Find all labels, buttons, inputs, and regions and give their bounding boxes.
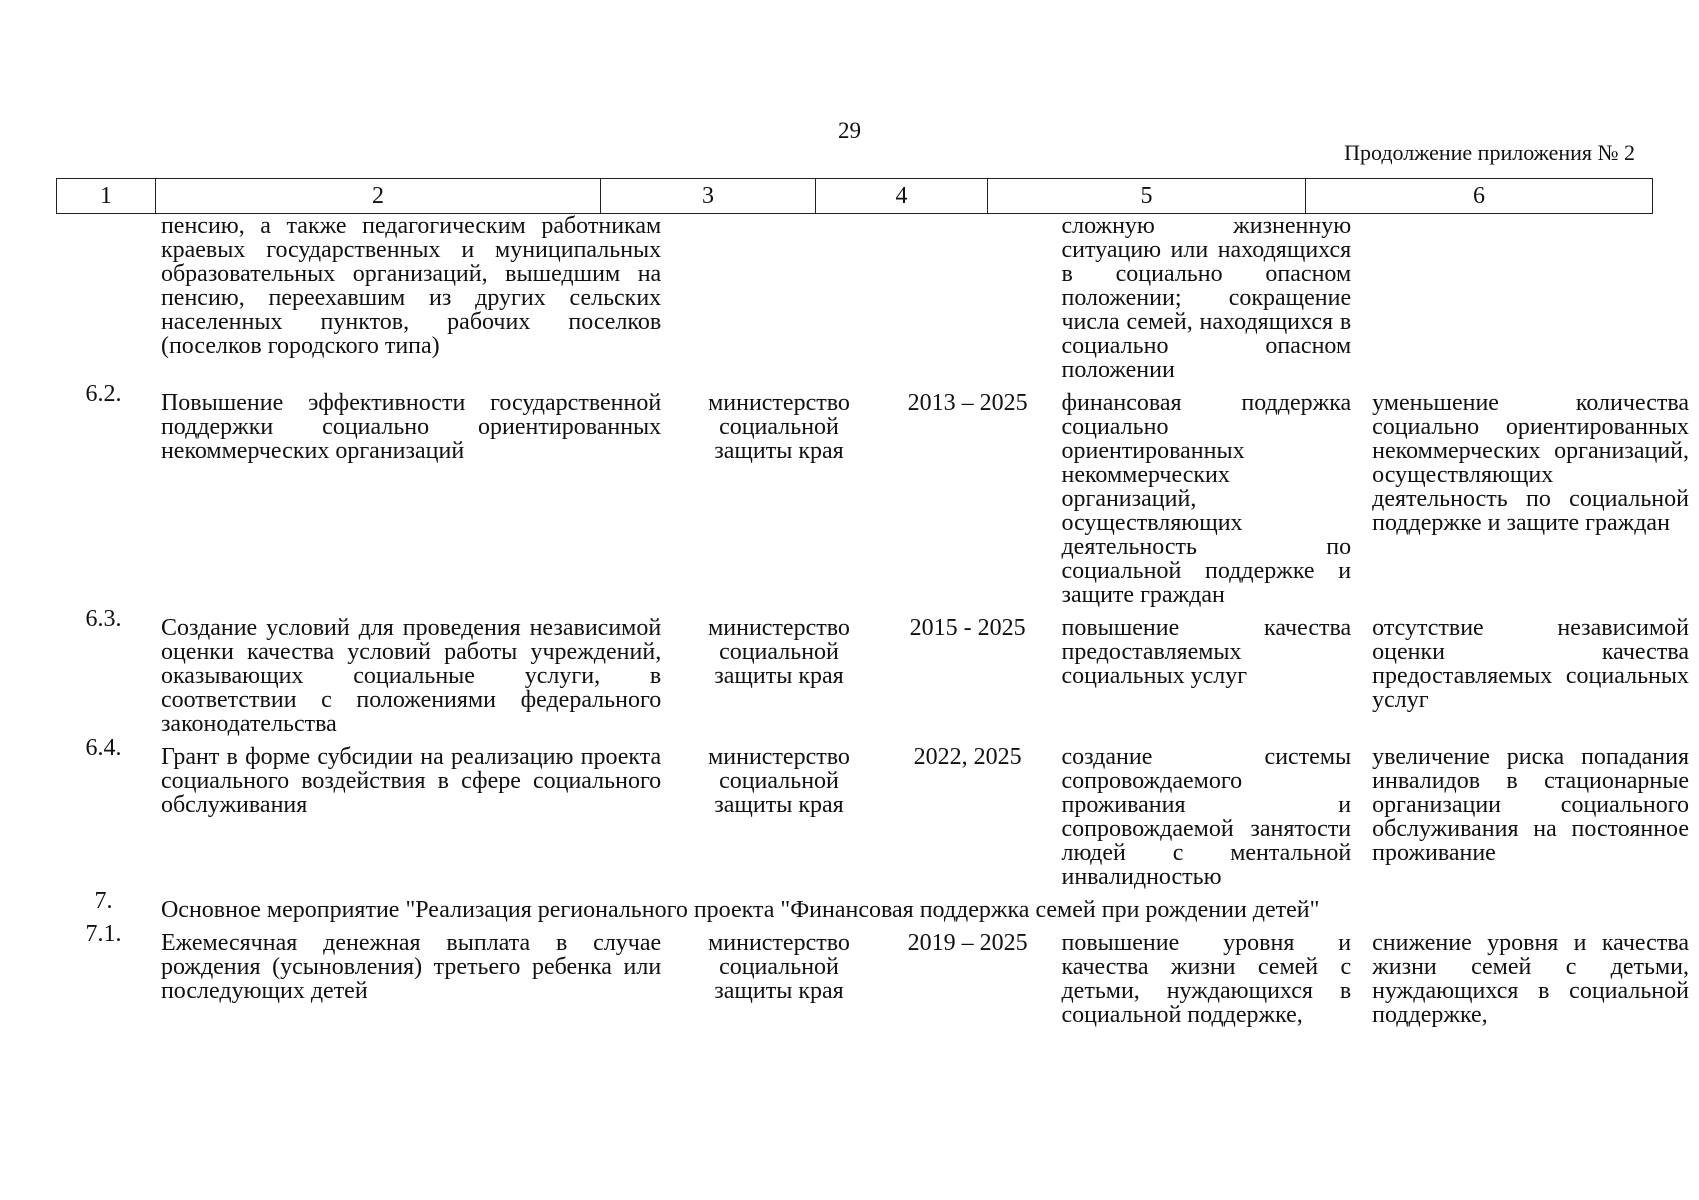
row-number: 6.4. [85, 735, 122, 761]
measure-description: пенсию, а также педагогическим работникам краевых государственных и муниципальных образовательных организаций, вышедшим на пенсию, переехавшим из других сельских населенных пунктов, рабочих поселков (поселков городского типа) [160, 213, 662, 359]
section-number: 7. [94, 888, 113, 914]
responsible-executor: министерство социальной защиты края [708, 390, 850, 464]
column-header-2: 2 [156, 179, 601, 214]
row-number: 6.3. [85, 606, 122, 632]
page-number: 29 [838, 118, 861, 143]
non-implementation-consequences [1361, 214, 1699, 382]
table-row [56, 607, 1699, 736]
non-implementation-consequences: отсутствие независимой оценки качества предоставляемых социальных услуг [1372, 615, 1689, 713]
measure-description: Грант в форме субсидии на реализацию проекта социального воздействия в сфере социального обслуживания [160, 744, 662, 818]
table-row [56, 382, 1699, 607]
non-implementation-consequences: снижение уровня и качества жизни семей с детьми, нуждающихся в социальной поддержке, [1372, 930, 1689, 1028]
non-implementation-consequences: увеличение риска попадания инвалидов в стационарные организации социального обслуживания на постоянное проживание [1372, 744, 1689, 866]
continuation-label: Продолжение приложения № 2 [1344, 140, 1635, 165]
column-header-row [57, 179, 1653, 214]
responsible-executor [673, 214, 885, 382]
table-row [56, 922, 1699, 1027]
column-header-3: 3 [601, 179, 816, 214]
expected-result: повышение качества предоставляемых социальных услуг [1061, 615, 1352, 689]
implementation-period [885, 214, 1051, 382]
implementation-period: 2022, 2025 [913, 744, 1022, 770]
row-number: 6.2. [85, 381, 122, 407]
column-header-1: 1 [57, 179, 156, 214]
implementation-period: 2019 – 2025 [907, 930, 1028, 956]
row-number: 7.1. [85, 921, 122, 947]
measures-table [56, 214, 1699, 1027]
responsible-executor: министерство социальной защиты края [708, 744, 850, 818]
table-row [56, 736, 1699, 889]
row-number [56, 214, 151, 382]
column-header-table [56, 178, 1653, 214]
non-implementation-consequences: уменьшение количества социально ориентированных некоммерческих организаций, осуществляющих деятельность по социальной поддержке и защите граждан [1372, 390, 1689, 536]
responsible-executor: министерство социальной защиты края [708, 930, 850, 1004]
responsible-executor: министерство социальной защиты края [708, 615, 850, 689]
expected-result: сложную жизненную ситуацию или находящихся в социально опасном положении; сокращение числа семей, находящихся в социально опасном положении [1061, 213, 1352, 383]
expected-result: финансовая поддержка социально ориентированных некоммерческих организаций, осуществляющих деятельность по социальной поддержке и защите граждан [1061, 390, 1352, 608]
section-title: Основное мероприятие "Реализация регионального проекта "Финансовая поддержка семей при рождении детей" [160, 897, 1320, 923]
column-header-5: 5 [988, 179, 1306, 214]
measure-description: Создание условий для проведения независимой оценки качества условий работы учреждений, оказывающих социальные услуги, в соответствии с положениями федерального законодательства [160, 615, 662, 737]
table-row [56, 214, 1699, 382]
measure-description: Повышение эффективности государственной поддержки социально ориентированных некоммерческих организаций [160, 390, 662, 464]
implementation-period: 2015 - 2025 [909, 615, 1026, 641]
implementation-period: 2013 – 2025 [907, 390, 1028, 416]
measure-description: Ежемесячная денежная выплата в случае рождения (усыновления) третьего ребенка или последующих детей [160, 930, 662, 1004]
expected-result: создание системы сопровождаемого проживания и сопровождаемой занятости людей с ментальной инвалидностью [1061, 744, 1352, 890]
column-header-4: 4 [816, 179, 988, 214]
section-row [56, 889, 1699, 922]
column-header-6: 6 [1306, 179, 1653, 214]
expected-result: повышение уровня и качества жизни семей с детьми, нуждающихся в социальной поддержке, [1061, 930, 1352, 1028]
